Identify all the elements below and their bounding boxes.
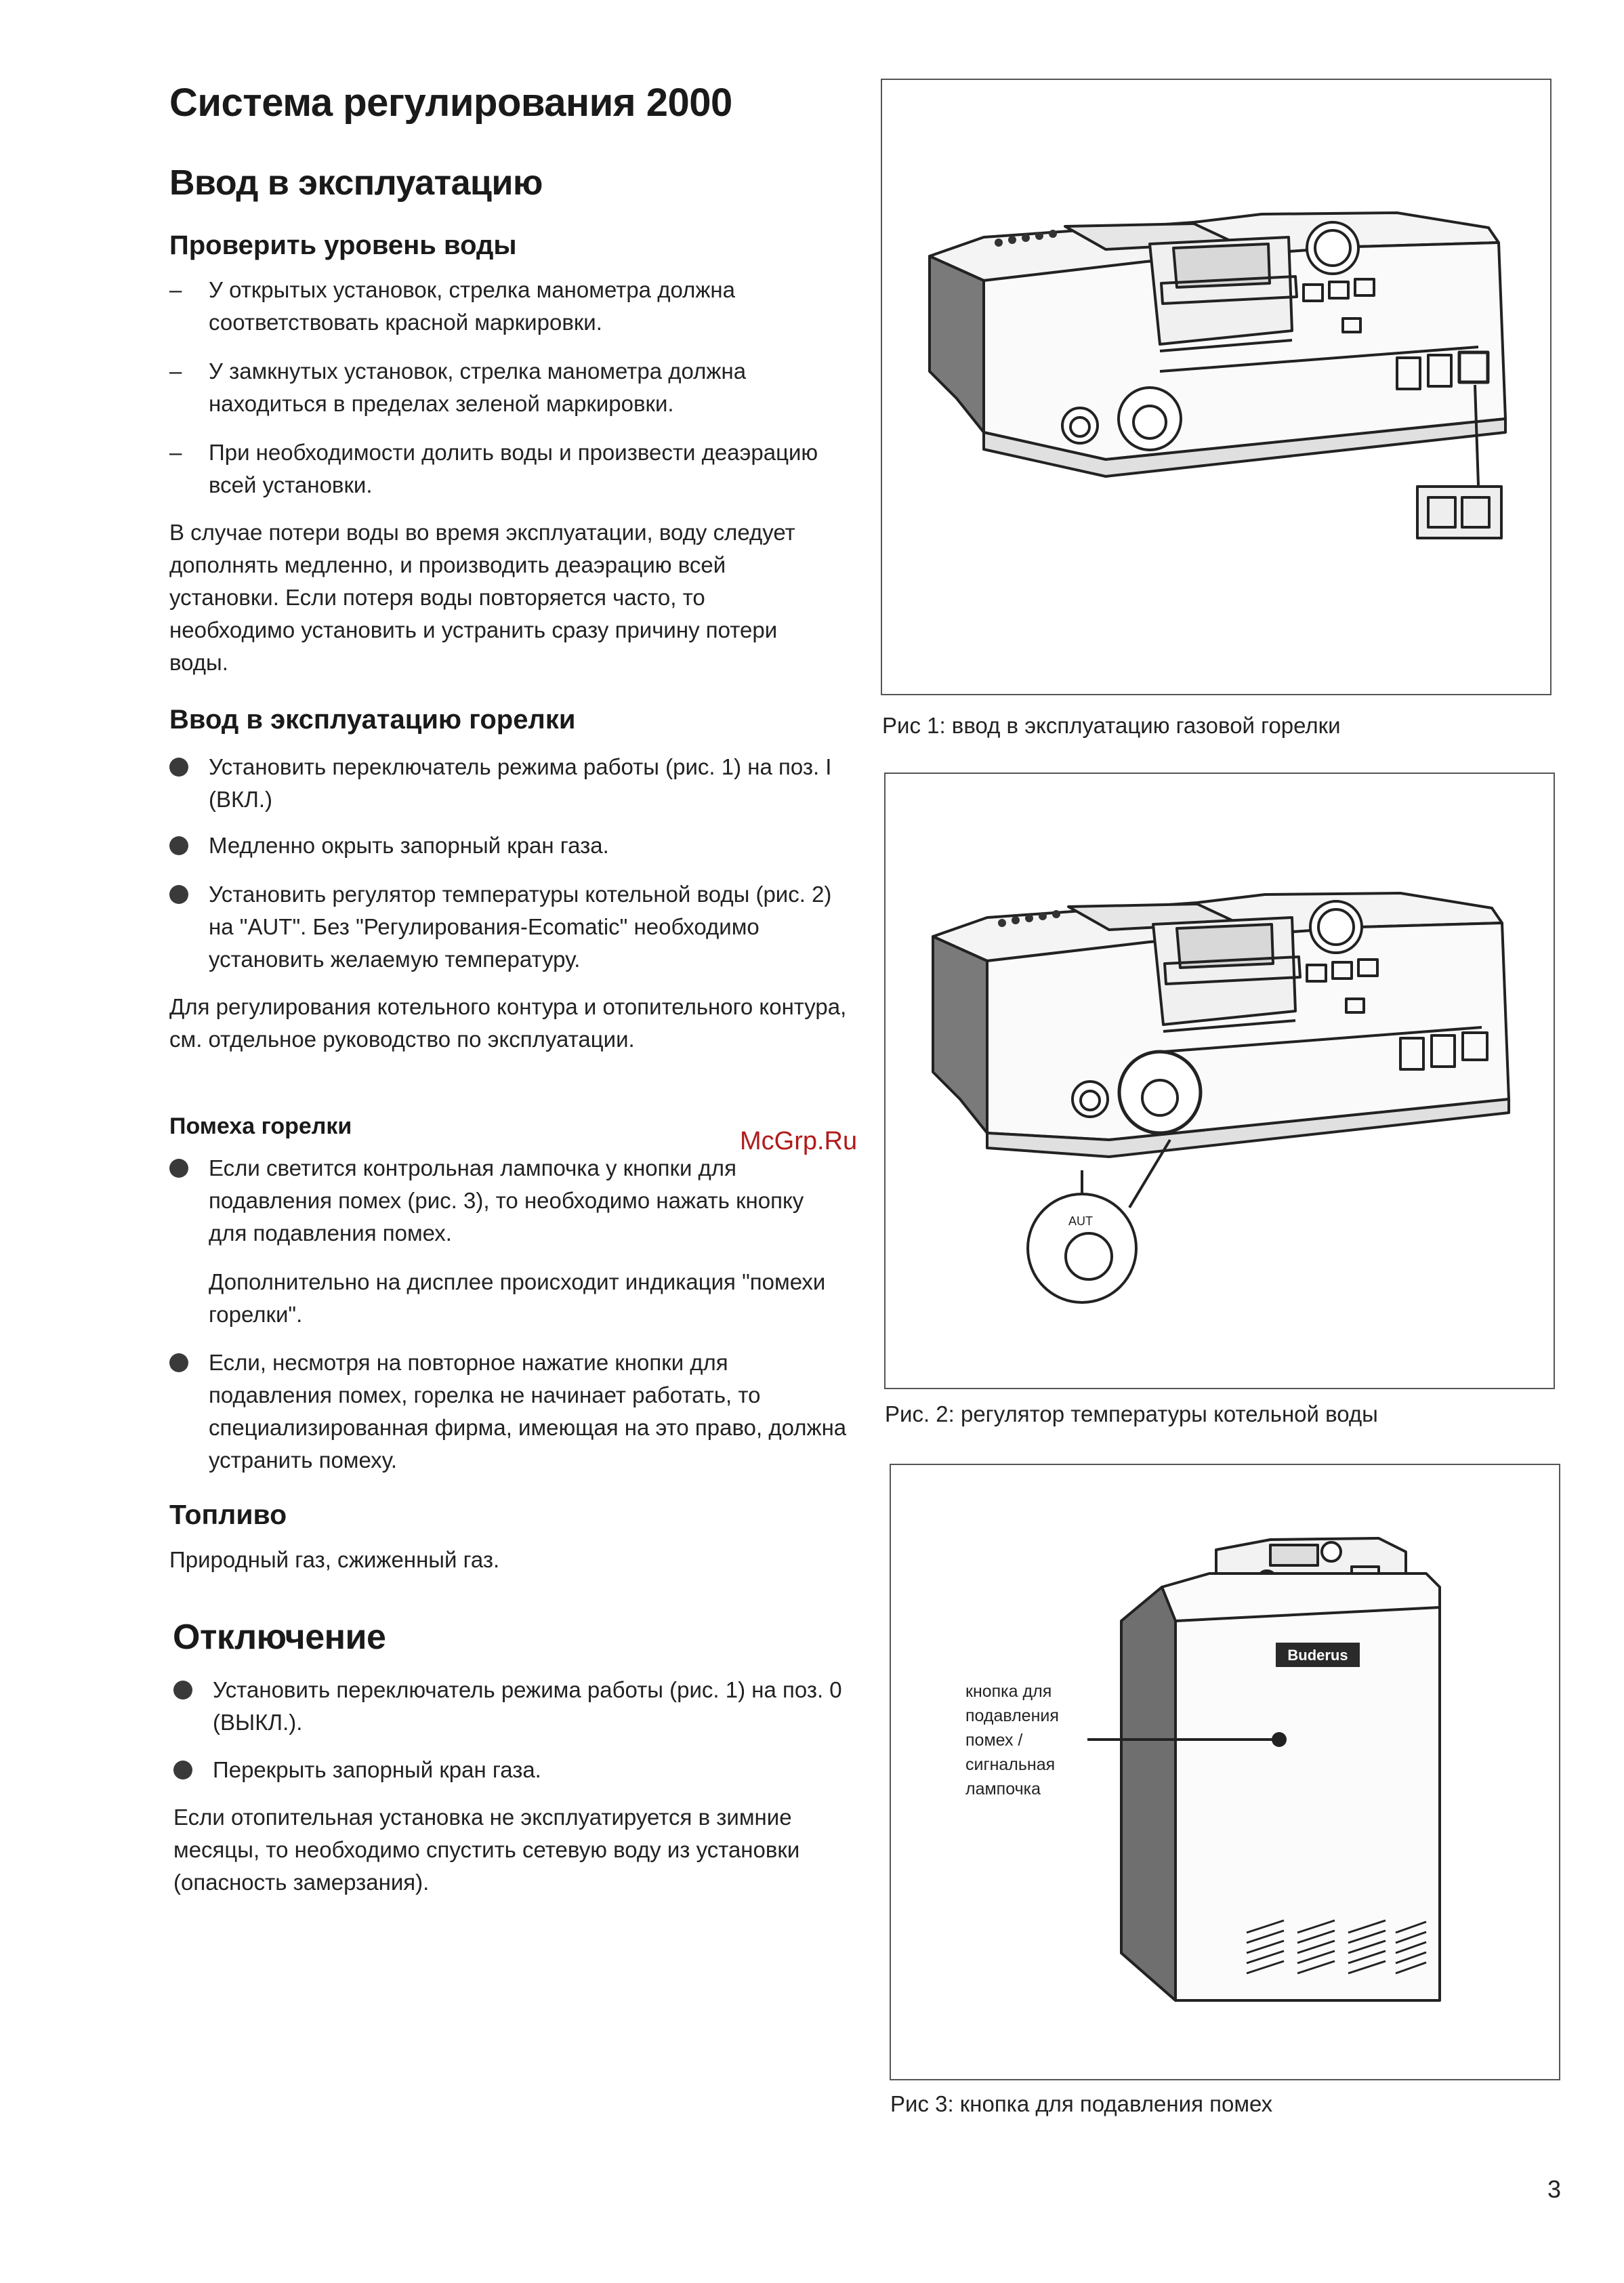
boiler-control-illustration-2 (886, 774, 1554, 1388)
subheading-burner-commissioning: Ввод в эксплуатацию горелки (169, 705, 576, 735)
paragraph-circuit-reference: Для регулирования котельного контура и отопительного контура, см. отдельное руководство по эксплуатации. (169, 994, 847, 1052)
figure-1-caption: Рис 1: ввод в эксплуатацию газовой горелки (882, 713, 1341, 738)
bullet-icon (173, 1681, 192, 1700)
figure-2-caption: Рис. 2: регулятор температуры котельной воды (885, 1401, 1378, 1426)
dash-marker: – (169, 358, 182, 384)
bullet-icon (173, 1761, 192, 1780)
figure-2-frame (884, 773, 1555, 1389)
paragraph-water-loss: В случае потери воды во время эксплуатации, воду следует дополнять медленно, и производить деаэрацию всей установки. Если потеря воды повторяется часто, то необходимо установить и устранить сразу причину потери воды. (169, 520, 795, 675)
paragraph-winter-drain: Если отопительная установка не эксплуатируется в зимние месяцы, то необходимо спустить сетевую воду из установки (опасность замерзания). (173, 1805, 800, 1895)
bullet-icon (169, 885, 188, 904)
fig3-label-line: кнопка для (965, 1682, 1052, 1701)
bullet-icon (169, 836, 188, 855)
bullet-item-text: Установить переключатель режима работы (рис. 1) на поз. I (ВКЛ.) (209, 754, 832, 812)
boiler-illustration-3 (891, 1465, 1559, 2079)
dash-marker: – (169, 440, 182, 465)
subheading-check-water: Проверить уровень воды (169, 230, 517, 260)
bullet-item-text: Если светится контрольная лампочка у кнопки для подавления помех (рис. 3), то необходимо нажать кнопку для подавления помех. (209, 1155, 804, 1246)
page-title: Система регулирования 2000 (169, 81, 732, 125)
dash-marker: – (169, 277, 182, 302)
bullet-item-text: Медленно окрыть запорный кран газа. (209, 833, 609, 858)
page-number: 3 (1547, 2175, 1562, 2203)
bullet-item-text: Перекрыть запорный кран газа. (213, 1757, 541, 1782)
boiler-control-illustration-1 (882, 80, 1550, 694)
watermark: McGrp.Ru (740, 1127, 858, 1155)
brand-plate-text: Buderus (1287, 1647, 1348, 1664)
fig3-label-line: сигнальная (965, 1755, 1056, 1774)
fault-reset-button-icon (1272, 1732, 1287, 1747)
dash-item-text: При необходимости долить воды и произвести деаэрацию всей установки. (209, 440, 818, 497)
bullet-item-text: Если, несмотря на повторное нажатие кнопки для подавления помех, горелка не начинает работать, то специализированная фирма, имеющая на это право, должна устранить помеху. (209, 1350, 847, 1473)
heading-fuel: Топливо (169, 1499, 287, 1530)
figure-1-frame (881, 79, 1552, 695)
bullet-item-text: Установить регулятор температуры котельной воды (рис. 2) на "AUT". Без "Регулирования-Ecomatic" необходимо установить желаемую температуру. (209, 882, 832, 972)
fig3-label-line: подавления (965, 1706, 1059, 1725)
figure-3-frame (890, 1464, 1560, 2080)
bullet-icon (169, 1353, 188, 1372)
dash-item-text: У замкнутых установок, стрелка манометра должна находиться в пределах зеленой маркировки. (209, 358, 747, 416)
fault-note: Дополнительно на дисплее происходит индикация "помехи горелки". (209, 1269, 826, 1327)
dial-aut-label: AUT (1068, 1214, 1093, 1228)
section-heading-commissioning: Ввод в эксплуатацию (169, 163, 543, 203)
fig3-label-line: помех / (965, 1731, 1023, 1750)
fuel-text: Природный газ, сжиженный газ. (169, 1547, 500, 1572)
bullet-icon (169, 1159, 188, 1178)
bullet-item-text: Установить переключатель режима работы (рис. 1) на поз. 0 (ВЫКЛ.). (213, 1677, 842, 1735)
dash-item-text: У открытых установок, стрелка манометра должна соответствовать красной маркировки. (209, 277, 735, 335)
figure-3-caption: Рис 3: кнопка для подавления помех (890, 2091, 1273, 2116)
heading-shutdown: Отключение (173, 1618, 386, 1657)
subheading-burner-fault: Помеха горелки (169, 1113, 352, 1139)
bullet-icon (169, 758, 188, 777)
fig3-label-line: лампочка (965, 1780, 1041, 1798)
